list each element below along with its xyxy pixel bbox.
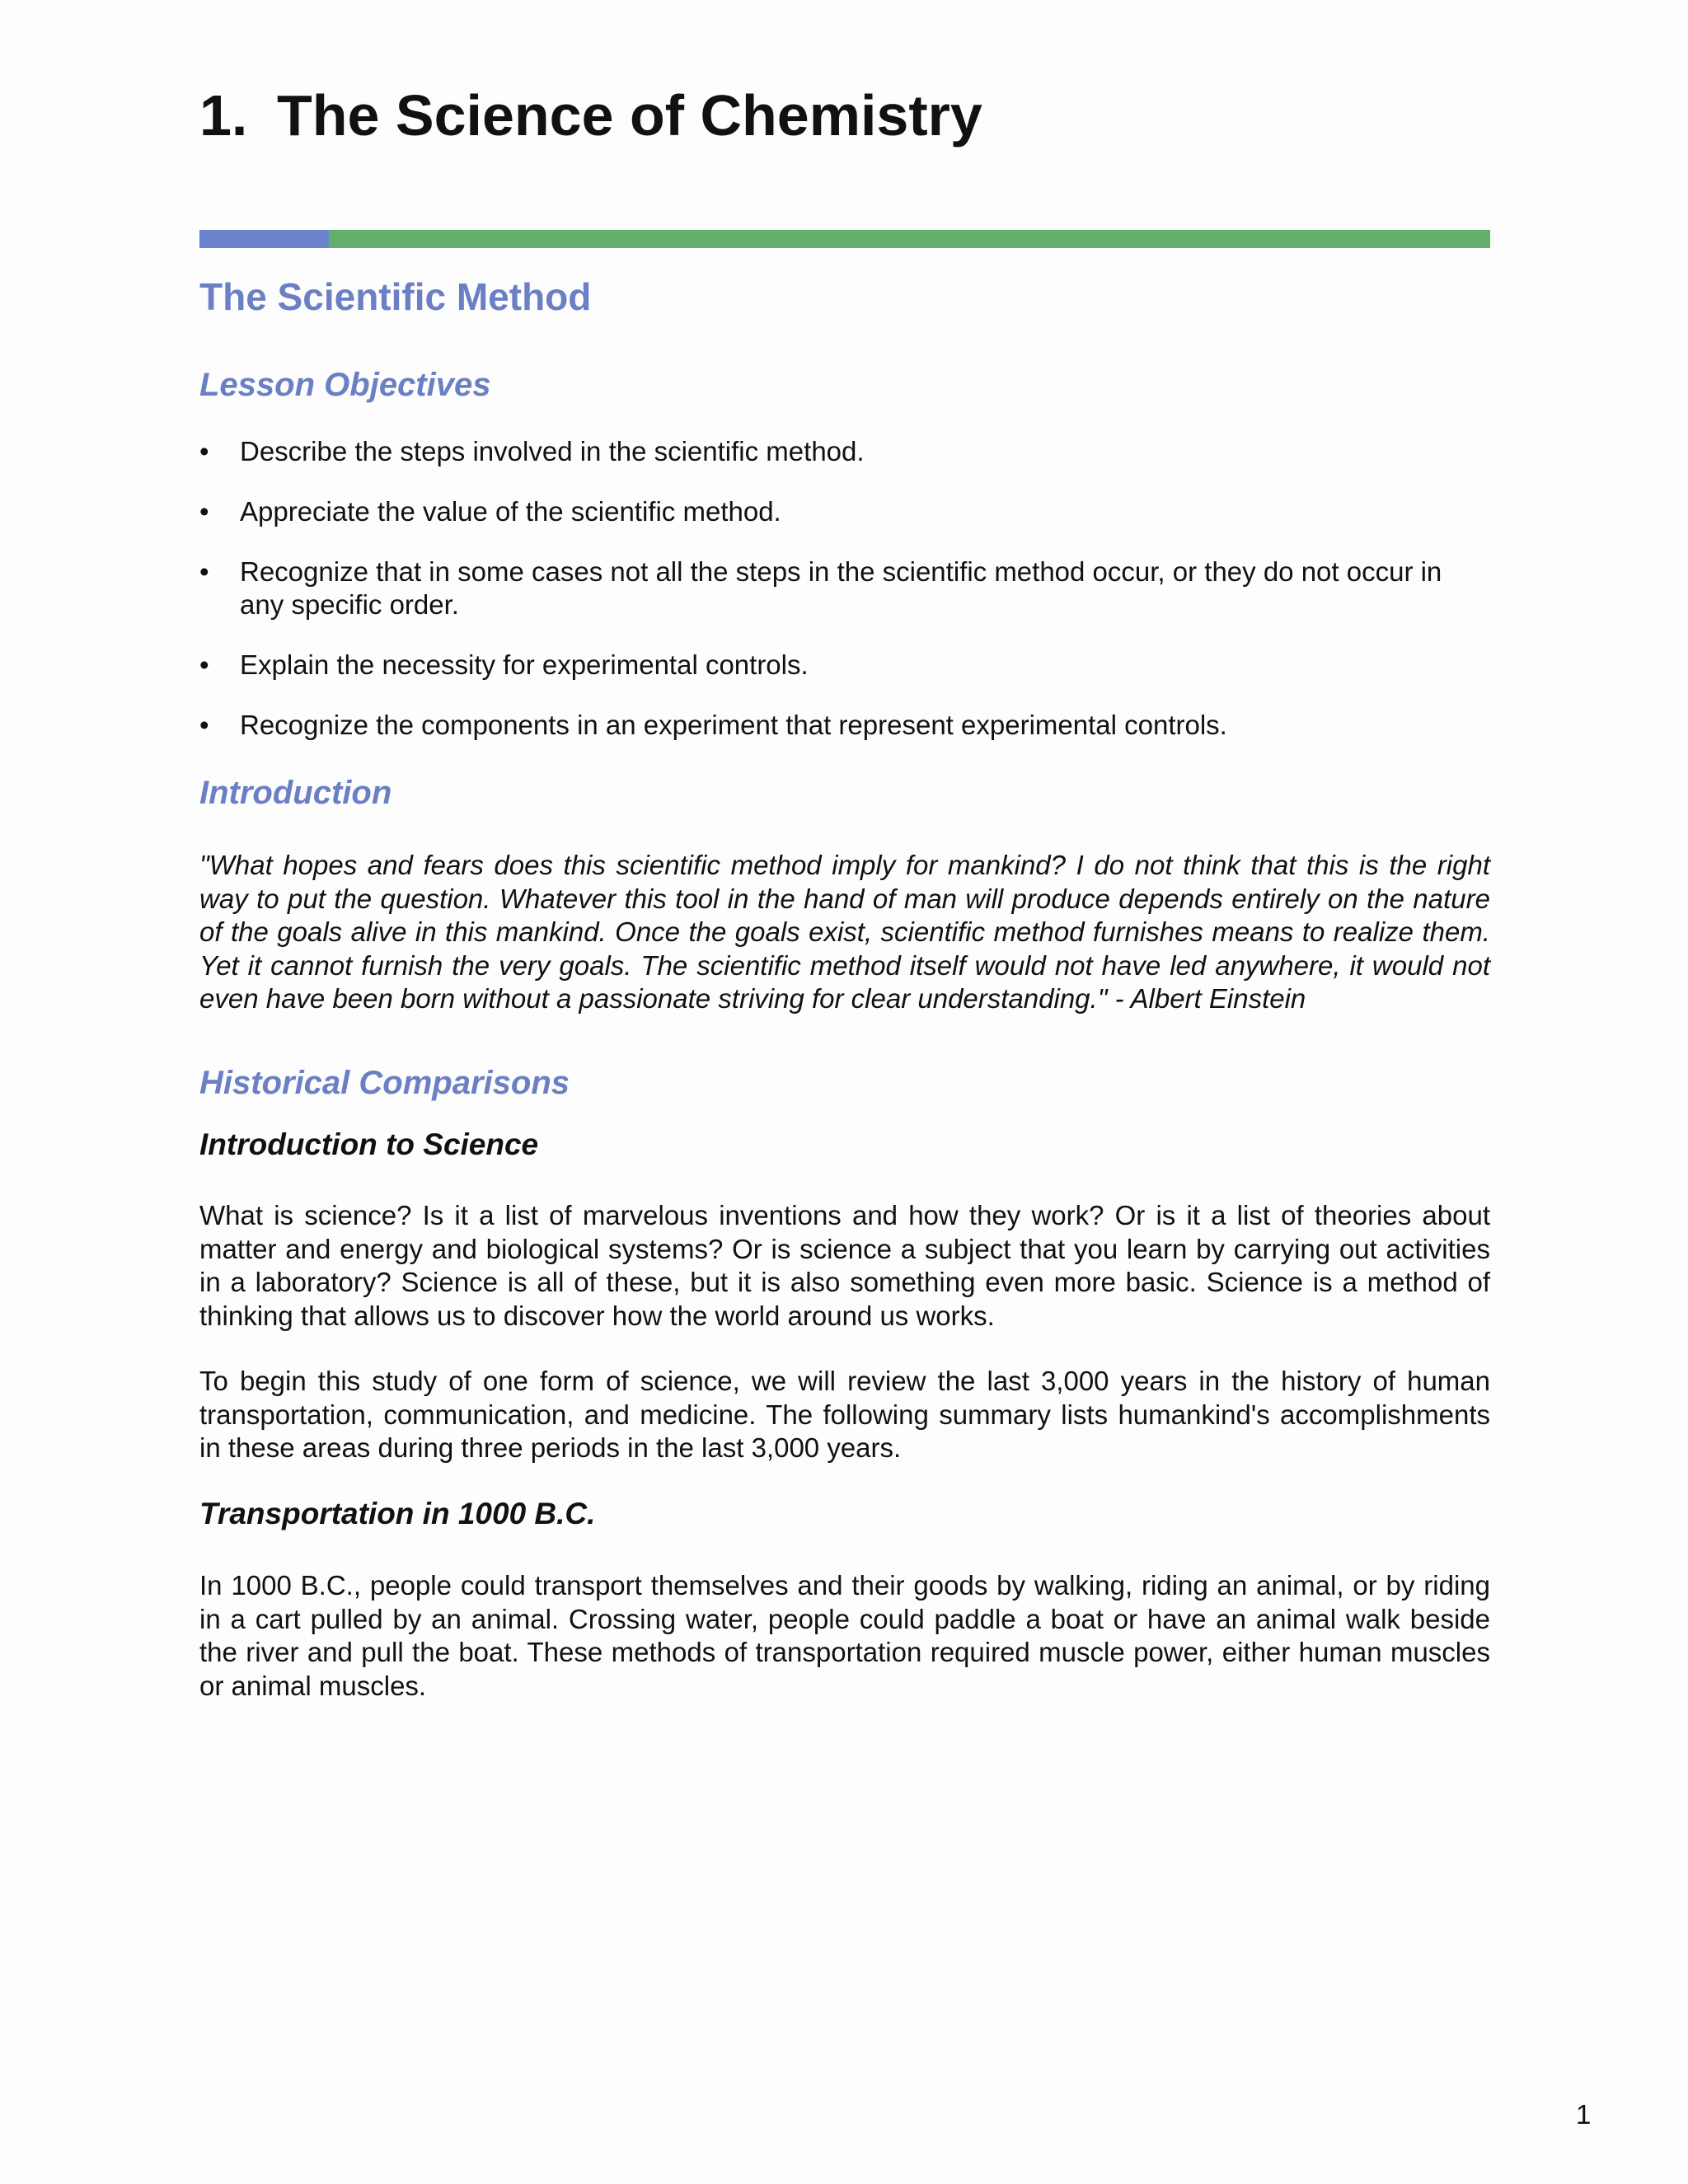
page-number: 1 <box>1576 2099 1592 2130</box>
chapter-title <box>199 82 982 148</box>
objective-text: Explain the necessity for experimental controls. <box>240 649 809 680</box>
chapter-title-text: The Science of Chemistry <box>277 83 982 148</box>
section-divider <box>199 230 1490 248</box>
objective-text: Appreciate the value of the scientific method. <box>240 496 781 527</box>
list-item <box>199 435 1490 468</box>
section-title: The Scientific Method <box>199 275 592 318</box>
list-item <box>199 649 1490 682</box>
bullet-icon: • <box>199 710 209 740</box>
bullet-icon: • <box>199 436 209 466</box>
transportation-paragraph: In 1000 B.C., people could transport themselves and their goods by walking, riding an animal, or by riding in a cart pulled by an animal. Crossing water, people could paddle a boat or have an animal walk beside the river and pull the boat. These methods of transportation required muscle power, either human muscles or animal muscles. <box>199 1570 1490 1701</box>
bullet-icon: • <box>199 556 209 587</box>
chapter-number: 1. <box>199 83 248 148</box>
body-paragraph: What is science? Is it a list of marvelous inventions and how they work? Or is it a list of theories about matter and energy and biological systems? Or is science a subject that you learn by carrying out activities in a laboratory? Science is all of these, but it is also something even more basic. Science is a method of thinking that allows us to discover how the world around us works. <box>199 1200 1490 1331</box>
objective-text: Recognize the components in an experiment that represent experimental controls. <box>240 710 1227 740</box>
introduction-to-science-heading: Introduction to Science <box>199 1127 539 1161</box>
list-item <box>199 495 1490 528</box>
bullet-icon: • <box>199 496 209 527</box>
divider-green-segment <box>329 230 1490 248</box>
body-paragraph: To begin this study of one form of science, we will review the last 3,000 years in the history of human transportation, communication, and medicine. The following summary lists humankind's accomplishments in these areas during three periods in the last 3,000 years. <box>199 1366 1490 1463</box>
objective-text: Recognize that in some cases not all the steps in the scientific method occur, or they do not occur in any specific order. <box>240 556 1442 620</box>
transportation-heading: Transportation in 1000 B.C. <box>199 1497 596 1530</box>
introduction-heading: Introduction <box>199 775 392 811</box>
lesson-objectives-heading: Lesson Objectives <box>199 367 491 403</box>
list-item <box>199 709 1490 742</box>
einstein-quote: "What hopes and fears does this scientific method imply for mankind? I do not think that this is the right way to put the question. Whatever this tool in the hand of man will produce depends entirely on the nature of the goals alive in this mankind. Once the goals exist, scientific method furnishes means to realize them. Yet it cannot furnish the very goals. The scientific method itself would not have led anywhere, it would not even have been born without a passionate striving for clear understanding." - Albert Einstein <box>199 850 1490 1014</box>
list-item <box>199 555 1490 621</box>
objective-text: Describe the steps involved in the scientific method. <box>240 436 865 466</box>
divider-blue-segment <box>199 230 329 248</box>
historical-comparisons-heading: Historical Comparisons <box>199 1065 570 1101</box>
bullet-icon: • <box>199 649 209 680</box>
objectives-list <box>199 435 1490 769</box>
